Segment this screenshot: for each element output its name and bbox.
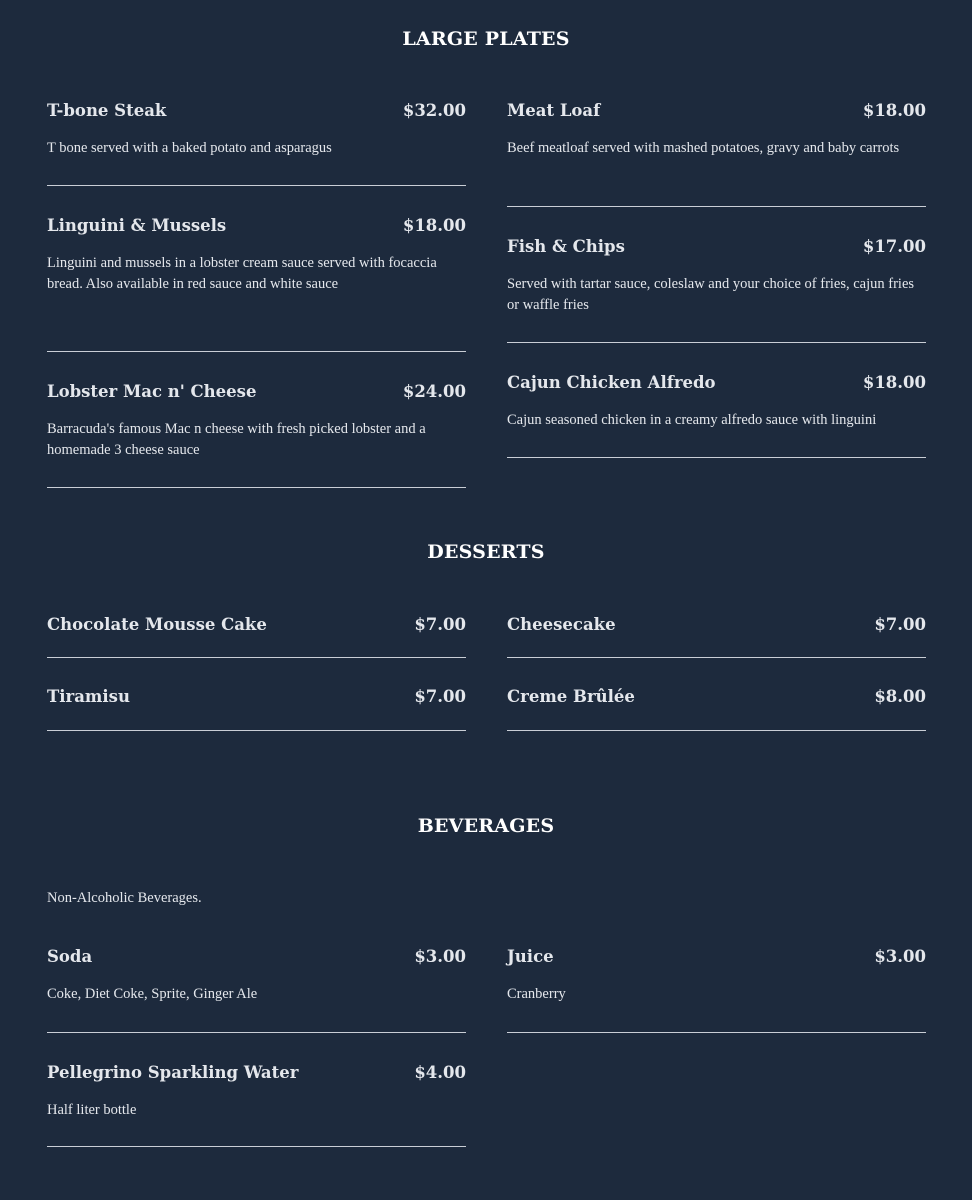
beverages-right-column [507, 947, 926, 1033]
beverages-note: Non-Alcoholic Beverages. [47, 890, 202, 906]
item-name: Linguini & Mussels [47, 216, 227, 235]
item-price: $4.00 [414, 1063, 466, 1082]
item-description: Served with tartar sauce, coleslaw and your choice of fries, cajun fries or waffle fries [507, 276, 915, 313]
item-name: Cheesecake [507, 615, 616, 634]
item-name: Juice [507, 947, 554, 966]
item-price: $7.00 [414, 615, 466, 634]
item-name: Soda [47, 947, 93, 966]
section-title-large-plates: LARGE PLATES [402, 28, 570, 50]
item-name: Lobster Mac n' Cheese [47, 382, 257, 401]
beverages-left-column [47, 947, 466, 1147]
item-description: Beef meatloaf served with mashed potatoes, gravy and baby carrots [507, 140, 900, 156]
item-name: Fish & Chips [507, 237, 625, 256]
item-price: $3.00 [414, 947, 466, 966]
menu-item-linguini-mussels [47, 216, 466, 352]
item-description: Barracuda's famous Mac n cheese with fresh picked lobster and a homemade 3 cheese sauce [47, 421, 426, 458]
item-name: Chocolate Mousse Cake [47, 615, 267, 634]
section-title-beverages: BEVERAGES [417, 815, 555, 837]
menu-item-fish-chips [507, 207, 926, 343]
item-price: $24.00 [402, 382, 466, 401]
menu-item-cheesecake [507, 615, 926, 658]
item-price: $8.00 [874, 687, 926, 706]
item-name: Tiramisu [47, 687, 130, 706]
menu-item-chocolate-mousse-cake [47, 615, 466, 658]
item-description: Half liter bottle [47, 1102, 137, 1118]
item-price: $3.00 [874, 947, 926, 966]
menu-item-meat-loaf [507, 101, 926, 207]
item-name: Creme Brûlée [507, 687, 635, 706]
item-name: Meat Loaf [507, 101, 601, 120]
menu-item-creme-brulee [507, 658, 926, 731]
item-name: Pellegrino Sparkling Water [47, 1063, 299, 1082]
item-price: $17.00 [862, 237, 926, 256]
menu-item-t-bone-steak [47, 101, 466, 186]
item-description: Linguini and mussels in a lobster cream sauce served with focaccia bread. Also available in red sauce and white sauce [47, 255, 437, 292]
section-title-desserts: DESSERTS [427, 541, 545, 563]
item-price: $18.00 [402, 216, 466, 235]
item-name: Cajun Chicken Alfredo [507, 373, 716, 392]
item-price: $7.00 [874, 615, 926, 634]
item-description: Cranberry [507, 986, 566, 1002]
menu-item-soda [47, 947, 466, 1033]
item-description: Coke, Diet Coke, Sprite, Ginger Ale [47, 986, 258, 1002]
item-name: T-bone Steak [47, 101, 167, 120]
item-price: $7.00 [414, 687, 466, 706]
menu-item-tiramisu [47, 658, 466, 731]
menu-item-juice [507, 947, 926, 1033]
menu-item-pellegrino [47, 1033, 466, 1147]
menu-item-lobster-mac-n-cheese [47, 352, 466, 488]
desserts-left-column [47, 615, 466, 731]
item-price: $18.00 [862, 373, 926, 392]
large-plates-left-column [47, 101, 466, 488]
menu-item-cajun-chicken-alfredo [507, 343, 926, 458]
large-plates-right-column [507, 101, 926, 458]
item-price: $18.00 [862, 101, 926, 120]
desserts-right-column [507, 615, 926, 731]
item-description: Cajun seasoned chicken in a creamy alfredo sauce with linguini [507, 412, 877, 428]
item-price: $32.00 [402, 101, 466, 120]
item-description: T bone served with a baked potato and asparagus [47, 140, 332, 156]
